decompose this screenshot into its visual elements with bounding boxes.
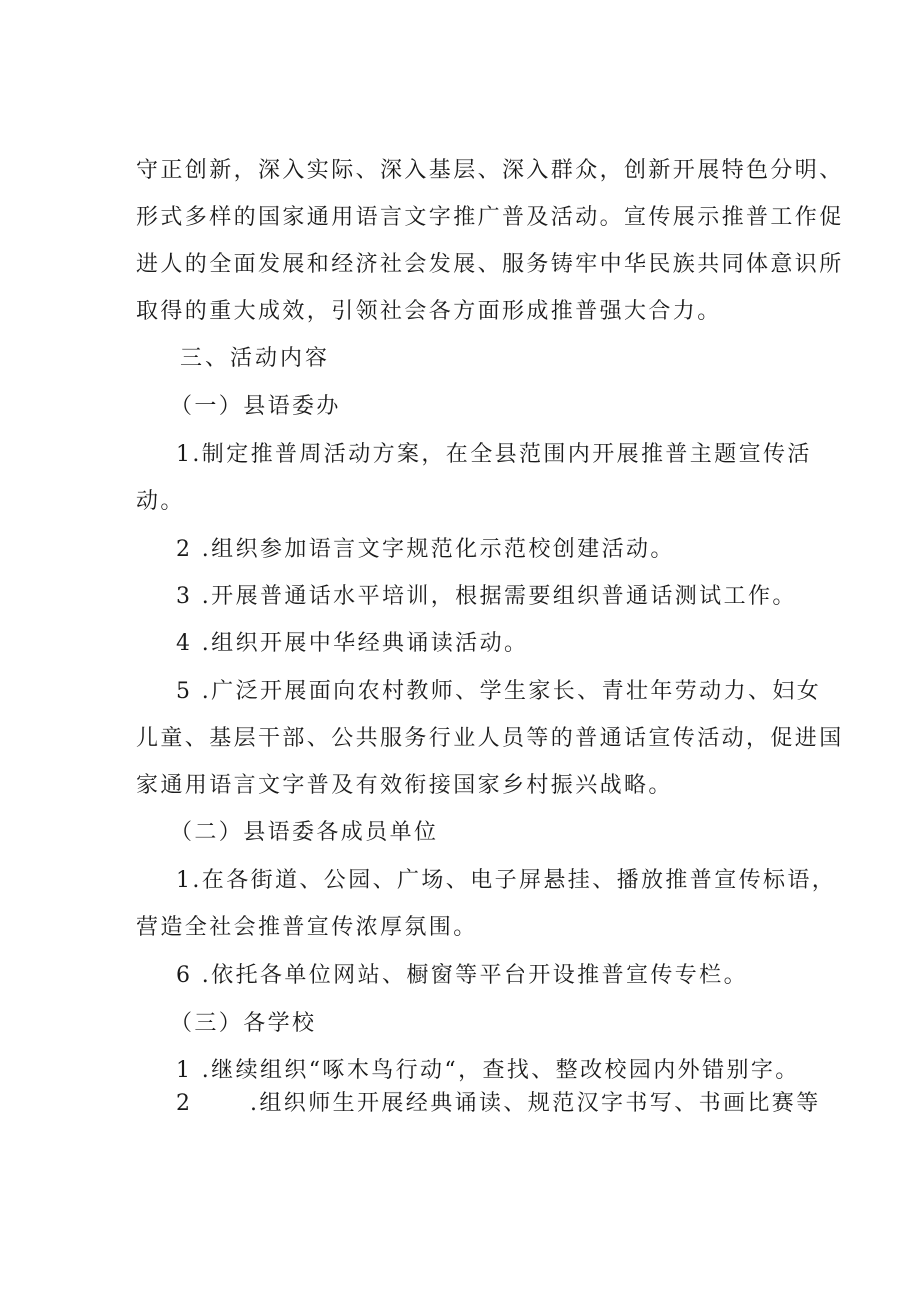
list-item-text: 家通用语言文字普及有效衔接国家乡村振兴战略。 — [136, 773, 673, 798]
section-heading: 三、活动内容 — [180, 346, 331, 371]
list-item-text: 营造全社会推普宣传浓厚氛围。 — [136, 915, 478, 940]
list-item-text: 4 .组织开展中华经典诵读活动。 — [176, 631, 529, 656]
list-item-text: 3 .开展普通话水平培训，根据需要组织普通话测试工作。 — [176, 584, 797, 609]
list-item-body: .组织师生开展经典诵读、规范汉字书写、书画比赛等 — [250, 1091, 821, 1116]
list-item-text: 1.制定推普周活动方案，在全县范围内开展推普主题宣传活 — [176, 442, 812, 467]
list-item-text — [176, 1089, 821, 1119]
body-text-line: 进人的全面发展和经济社会发展、服务铸牢中华民族共同体意识所 — [136, 252, 844, 277]
list-item-text: 动。 — [136, 489, 185, 514]
list-item-text: 儿童、基层干部、公共服务行业人员等的普通话宣传活动，促进国 — [136, 726, 844, 751]
list-item-text: 2 .组织参加语言文字规范化示范校创建活动。 — [176, 537, 675, 562]
body-text-line: 形式多样的国家通用语言文字推广普及活动。宣传展示推普工作促 — [136, 205, 844, 230]
subsection-heading: （三）各学校 — [170, 1011, 317, 1036]
list-item-text: 6 .依托各单位网站、橱窗等平台开设推普宣传专栏。 — [176, 963, 748, 988]
subsection-heading: （二）县语委各成员单位 — [170, 820, 439, 845]
subsection-heading: （一）县语委办 — [170, 394, 341, 419]
list-item-text: 1 .继续组织“啄木鸟行动“，查找、整改校园内外错别字。 — [176, 1058, 800, 1083]
body-text-line: 取得的重大成效，引领社会各方面形成推普强大合力。 — [136, 299, 722, 324]
list-item-number: 2 — [176, 1091, 193, 1116]
body-text-line: 守正创新，深入实际、深入基层、深入群众，创新开展特色分明、 — [136, 158, 844, 183]
list-item-text: 5 .广泛开展面向农村教师、学生家长、青壮年劳动力、妇女 — [176, 679, 822, 704]
list-item-text: 1.在各街道、公园、广场、电子屏悬挂、播放推普宣传标语， — [176, 868, 837, 893]
